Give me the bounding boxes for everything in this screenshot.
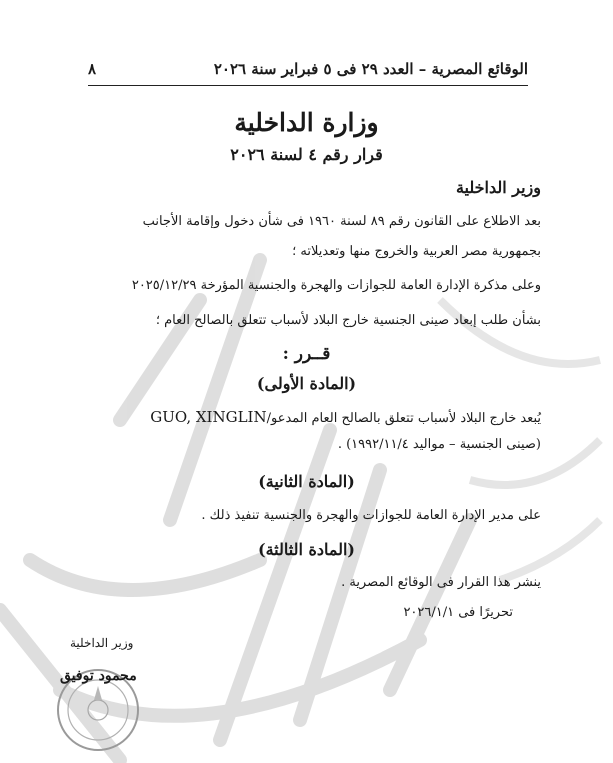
article-1-text	[150, 408, 541, 426]
ministry-title: وزارة الداخلية	[234, 108, 379, 137]
article-3-title: (المادة الثالثة)	[258, 540, 355, 559]
issued-date: تحريرًا فى ٢٠٢٦/١/١	[403, 605, 513, 620]
decree-number: قرار رقم ٤ لسنة ٢٠٢٦	[230, 145, 383, 164]
preamble-line-1: بعد الاطلاع على القانون رقم ٨٩ لسنة ١٩٦٠ فى شأن دخول وإقامة الأجانب	[142, 214, 541, 229]
preamble-line-2: بجمهورية مصر العربية والخروج منها وتعديلاته ؛	[292, 244, 541, 259]
article-3-text: ينشر هذا القرار فى الوقائع المصرية .	[341, 575, 541, 590]
running-title: الوقائع المصرية – العدد ٢٩ فى ٥ فبراير سنة ٢٠٢٦	[213, 60, 528, 78]
page-number: ٨	[88, 60, 97, 78]
header-rule	[88, 85, 528, 86]
article-1-text-arabic: يُبعد خارج البلاد لأسباب تتعلق بالصالح العام المدعو/	[266, 411, 541, 426]
decided-heading: قــرر :	[282, 344, 331, 364]
preamble-line-3: وعلى مذكرة الإدارة العامة للجوازات والهجرة والجنسية المؤرخة ٢٠٢٥/١٢/٢٩	[131, 278, 541, 293]
article-2-title: (المادة الثانية)	[258, 472, 355, 491]
page-header	[88, 56, 528, 86]
minister-heading: وزير الداخلية	[455, 178, 541, 197]
article-2-text: على مدير الإدارة العامة للجوازات والهجرة والجنسية تنفيذ ذلك .	[201, 508, 541, 523]
article-1-title: (المادة الأولى)	[256, 374, 357, 393]
article-1-text-line-2: (صينى الجنسية – مواليد ١٩٩٢/١١/٤) .	[337, 437, 541, 452]
signature-title: وزير الداخلية	[70, 636, 134, 650]
preamble-line-4: بشأن طلب إبعاد صينى الجنسية خارج البلاد لأسباب تتعلق بالصالح العام ؛	[155, 313, 541, 328]
signature-name: محمود توفيق	[60, 668, 137, 684]
deportee-name: GUO, XINGLIN	[150, 408, 267, 426]
